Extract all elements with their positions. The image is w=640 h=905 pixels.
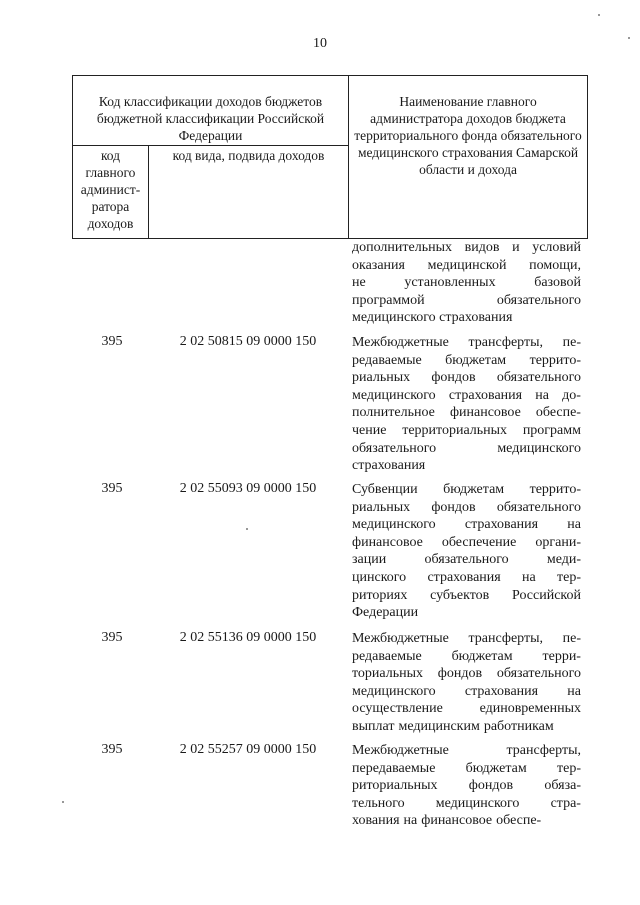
continuation-text	[352, 239, 581, 327]
text-line	[352, 516, 581, 534]
word: стра-	[550, 795, 581, 811]
word: работникам	[483, 718, 554, 734]
word: фондов	[468, 778, 514, 794]
word: помощи,	[529, 257, 581, 273]
word: обяза-	[544, 778, 581, 794]
word: Субвенции	[352, 482, 418, 497]
word: условий	[532, 240, 581, 255]
text-line	[352, 648, 581, 666]
text-line	[352, 352, 581, 370]
text-line	[352, 604, 581, 622]
word: пе-	[562, 335, 581, 350]
word: бюджетам	[451, 648, 513, 664]
text-line	[352, 777, 581, 795]
word: оказания	[352, 257, 405, 273]
text-line	[352, 742, 581, 760]
word: обязательного	[496, 292, 581, 308]
word: финансовое	[449, 405, 521, 421]
admin-code-cell: 395	[101, 334, 123, 349]
text-line	[352, 795, 581, 813]
income-type-code-header: код вида, подвида доходов	[149, 146, 349, 239]
word: на	[403, 813, 418, 829]
word: территориальных	[402, 422, 508, 438]
word: цинского	[352, 569, 407, 585]
word: на	[535, 387, 549, 403]
word: медицинского	[497, 440, 581, 456]
word: органи-	[535, 534, 581, 550]
word: трансферты,	[506, 743, 581, 758]
text-line	[352, 422, 581, 440]
word: установленных	[404, 275, 496, 291]
word: тер-	[557, 760, 581, 776]
income-name-cell	[352, 742, 581, 830]
word: чение	[352, 422, 387, 438]
text-line	[352, 274, 581, 292]
word: редаваемые	[352, 352, 422, 368]
word: обязательного	[424, 552, 509, 568]
word: Российской	[512, 587, 581, 603]
word: на	[522, 569, 536, 585]
word: бюджетам	[465, 760, 527, 776]
text-line	[352, 700, 581, 718]
text-line	[352, 309, 581, 327]
text-line	[352, 760, 581, 778]
word: субъектов	[430, 587, 490, 603]
word: базовой	[534, 275, 581, 291]
word: выплат	[352, 718, 395, 734]
text-line	[352, 257, 581, 275]
word: программой	[352, 292, 425, 308]
income-name-cell	[352, 630, 581, 736]
scan-speck	[598, 14, 600, 16]
word: медицинского	[435, 795, 520, 811]
text-line	[352, 481, 581, 499]
text-line	[352, 387, 581, 405]
word: страхования	[448, 387, 523, 403]
income-name-cell	[352, 334, 581, 475]
word: ториальных	[352, 666, 424, 682]
text-line	[352, 551, 581, 569]
text-line	[352, 569, 581, 587]
text-line	[352, 404, 581, 422]
word: фондов	[431, 370, 476, 386]
income-classification-header-table	[72, 75, 588, 239]
word: трансферты,	[468, 335, 544, 350]
word: страхования	[352, 458, 426, 474]
word: обязательного	[352, 440, 437, 456]
word: фондов	[431, 499, 476, 515]
word: на	[567, 683, 581, 699]
word: риальных	[352, 370, 411, 386]
word: финансовое	[352, 534, 423, 550]
word: медицинского	[352, 683, 436, 699]
word: пе-	[562, 631, 581, 646]
word: медицинской	[427, 257, 507, 273]
word: редаваемые	[352, 648, 422, 664]
word: дополнительных	[352, 240, 453, 255]
word: бюджетам	[443, 482, 505, 497]
word: риториях	[352, 587, 408, 603]
word: тер-	[557, 569, 581, 585]
word: Межбюджетные	[352, 743, 449, 758]
text-line	[352, 369, 581, 387]
page-number: 10	[313, 36, 327, 51]
text-line	[352, 239, 581, 257]
admin-code-header: код главного админист-ратора доходов	[73, 146, 149, 239]
text-line	[352, 534, 581, 552]
word: зации	[352, 552, 387, 568]
word: программ	[522, 422, 581, 438]
word: Межбюджетные	[352, 631, 449, 646]
word: не	[352, 275, 366, 291]
classification-code-group-header: Код классификации доходов бюджетов бюджетной классификации Российской Федерации	[73, 76, 349, 146]
word: тельного	[352, 795, 405, 811]
word: Федерации	[352, 605, 419, 621]
word: меди-	[546, 552, 581, 568]
word: осуществление	[352, 701, 443, 717]
scan-speck	[246, 528, 248, 530]
admin-code-cell: 395	[101, 481, 123, 496]
text-line	[352, 292, 581, 310]
admin-code-cell: 395	[101, 630, 123, 645]
income-code-cell: 2 02 50815 09 0000 150	[179, 334, 317, 349]
word: террито-	[529, 482, 581, 497]
word: обеспе-	[496, 813, 542, 829]
income-code-cell: 2 02 55136 09 0000 150	[179, 630, 317, 645]
word: обязательного	[496, 370, 581, 386]
text-line	[352, 683, 581, 701]
word: террито-	[529, 352, 581, 368]
word: обеспечение	[441, 534, 517, 550]
word: и	[512, 240, 520, 255]
text-line	[352, 334, 581, 352]
admin-code-cell: 395	[101, 742, 123, 757]
word: риальных	[352, 499, 411, 515]
word: страхования	[427, 569, 501, 585]
text-line	[352, 587, 581, 605]
word: финансовое	[421, 813, 493, 829]
text-line	[352, 499, 581, 517]
income-code-cell: 2 02 55093 09 0000 150	[179, 481, 317, 496]
income-name-cell	[352, 481, 581, 622]
word: видов	[464, 240, 500, 255]
text-line	[352, 457, 581, 475]
word: риториальных	[352, 778, 438, 794]
word: обеспе-	[535, 405, 581, 421]
text-line	[352, 812, 581, 830]
word: Межбюджетные	[352, 335, 449, 350]
word: бюджетам	[445, 352, 507, 368]
text-line	[352, 665, 581, 683]
text-line	[352, 718, 581, 736]
word: полнительное	[352, 405, 435, 421]
word: передаваемые	[352, 760, 436, 776]
word: медицинским	[398, 718, 480, 734]
word: терри-	[542, 648, 581, 664]
word: страхования	[464, 683, 539, 699]
word: страхования	[464, 517, 539, 533]
word: до-	[562, 387, 581, 403]
word: хования	[352, 813, 400, 829]
word: единовременных	[479, 701, 581, 717]
income-code-cell: 2 02 55257 09 0000 150	[179, 742, 317, 757]
word: на	[567, 517, 581, 533]
text-line	[352, 630, 581, 648]
administrator-name-header: Наименование главного администратора доходов бюджета территориального фонда обязательного медицинского страхования Самарской области и дохода	[349, 76, 588, 239]
word: медицинского страхования	[352, 310, 513, 326]
text-line	[352, 440, 581, 458]
word: фондов	[437, 666, 483, 682]
word: трансферты,	[468, 631, 544, 646]
word: обязательного	[496, 666, 581, 682]
scan-speck	[62, 801, 64, 803]
scan-speck	[628, 37, 630, 39]
word: медицинского	[352, 517, 436, 533]
word: обязательного	[496, 499, 581, 515]
word: медицинского	[352, 387, 436, 403]
